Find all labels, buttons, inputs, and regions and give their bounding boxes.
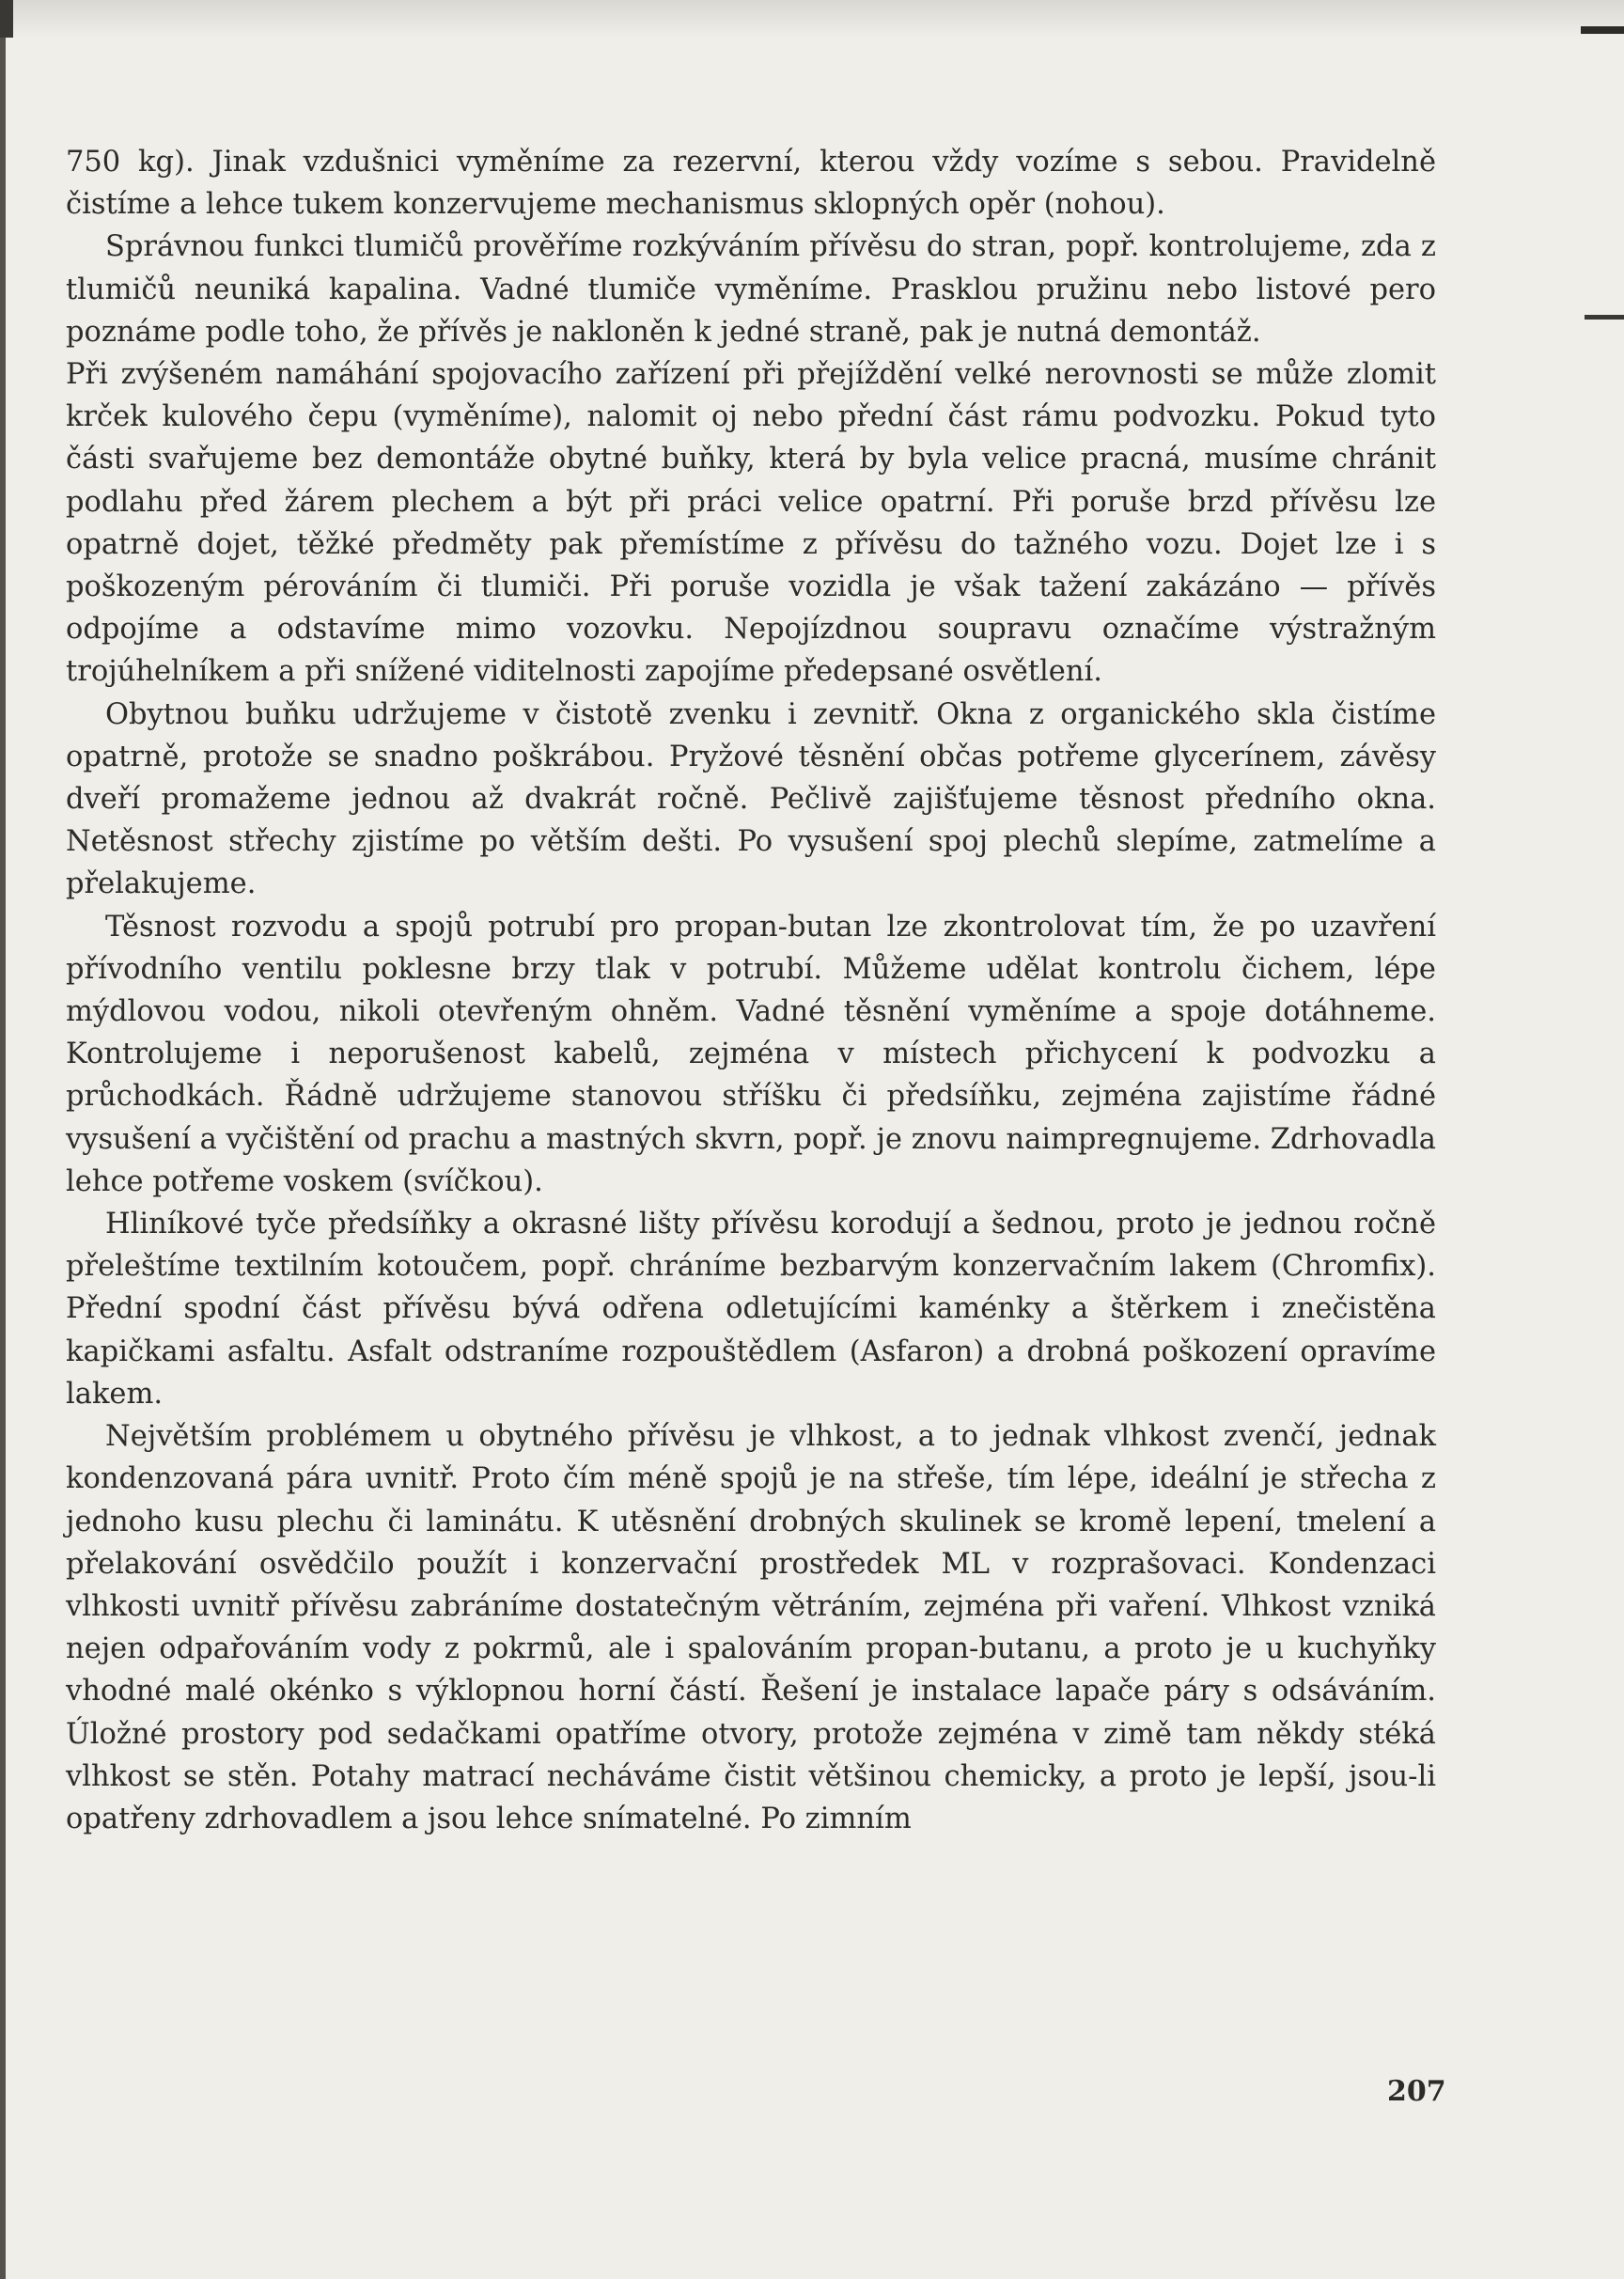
- paragraph: Těsnost rozvodu a spojů potrubí pro propan-butan lze zkontrolovat tím, že po uzavření přívodního ventilu poklesne brzy tlak v potrubí. Můžeme udělat kontrolu čichem, lépe mýdlovou vodou, nikoli otevřeným ohněm. Vadné těsnění vyměníme a spoje dotáhneme. Kontrolujeme i neporušenost kabelů, zejména v místech přichycení k podvozku a průchodkách. Řádně udržujeme stanovou stříšku či předsíňku, zejména zajistíme řádné vysušení a vyčištění od prachu a mastných skvrn, popř. je znovu naimpregnujeme. Zdrhovadla lehce potřeme voskem (svíčkou).: [66, 910, 1436, 1198]
- scan-right-mark: [1585, 315, 1624, 320]
- body-text: [66, 141, 1436, 1840]
- paragraph: 750 kg). Jinak vzdušnici vyměníme za rezervní, kterou vždy vozíme s sebou. Pravidelně čistíme a lehce tukem konzervujeme mechanismus sklopných opěr (nohou).: [66, 146, 1436, 222]
- paragraph: Při zvýšeném namáhání spojovacího zařízení při přejíždění velké nerovnosti se může zlomit krček kulového čepu (vyměníme), nalomit oj nebo přední část rámu podvozku. Pokud tyto části svařujeme bez demontáže obytné buňky, která by byla velice pracná, musíme chránit podlahu před žárem plechem a být při práci velice opatrní. Při poruše brzd přívěsu lze opatrně dojet, těžké předměty pak přemístíme z přívěsu do tažného vozu. Dojet lze i s poškozeným pérováním či tlumiči. Při poruše vozidla je však tažení zakázáno — přívěs odpojíme a odstavíme mimo vozovku. Nepojízdnou soupravu označíme výstražným trojúhelníkem a při snížené viditelnosti zapojíme předepsané osvětlení.: [66, 358, 1436, 689]
- paragraph: Správnou funkci tlumičů prověříme rozkýváním přívěsu do stran, popř. kontrolujeme, zda z tlumičů neuniká kapalina. Vadné tlumiče vyměníme. Prasklou pružinu nebo listové pero poznáme podle toho, že přívěs je nakloněn k jedné straně, pak je nutná demontáž.: [66, 230, 1436, 349]
- page-number: 207: [1387, 2075, 1446, 2108]
- paragraph: Obytnou buňku udržujeme v čistotě zvenku i zevnitř. Okna z organického skla čistíme opatrně, protože se snadno poškrábou. Pryžové těsnění občas potřeme glycerínem, závěsy dveří promažeme jednou až dvakrát ročně. Pečlivě zajišťujeme těsnost předního okna. Netěsnost střechy zjistíme po větším dešti. Po vysušení spoj plechů slepíme, zatmelíme a přelakujeme.: [66, 697, 1436, 901]
- scan-left-edge: [0, 0, 6, 2279]
- scan-right-mark: [1581, 26, 1624, 34]
- scan-top-shadow: [0, 0, 1624, 38]
- paragraph: Největším problémem u obytného přívěsu je vlhkost, a to jednak vlhkost zvenčí, jednak kondenzovaná pára uvnitř. Proto čím méně spojů je na střeše, tím lépe, ideální je střecha z jednoho kusu plechu či laminátu. K utěsnění drobných skulinek se kromě lepení, tmelení a přelakování osvědčilo použít i konzervační prostředek ML v rozprašovaci. Kondenzaci vlhkosti uvnitř přívěsu zabráníme dostatečným větráním, zejména při vaření. Vlhkost vzniká nejen odpařováním vody z pokrmů, ale i spalováním propan-butanu, a proto je u kuchyňky vhodné malé okénko s výklopnou horní částí. Řešení je instalace lapače páry s odsáváním. Úložné prostory pod sedačkami opatříme otvory, protože zejména v zimě tam někdy stéká vlhkost se stěn. Potahy matrací necháváme čistit většinou chemicky, a proto je lepší, jsou-li opatřeny zdrhovadlem a jsou lehce snímatelné. Po zimním: [66, 1420, 1436, 1835]
- scan-left-edge-top: [0, 0, 13, 38]
- paragraph: Hliníkové tyče předsíňky a okrasné lišty přívěsu korodují a šednou, proto je jednou ročně přeleštíme textilním kotoučem, popř. chráníme bezbarvým konzervačním lakem (Chromfix). Přední spodní část přívěsu bývá odřena odletujícími kaménky a štěrkem i znečistěna kapičkami asfaltu. Asfalt odstraníme rozpouštědlem (Asfaron) a drobná poškození opravíme lakem.: [66, 1208, 1436, 1411]
